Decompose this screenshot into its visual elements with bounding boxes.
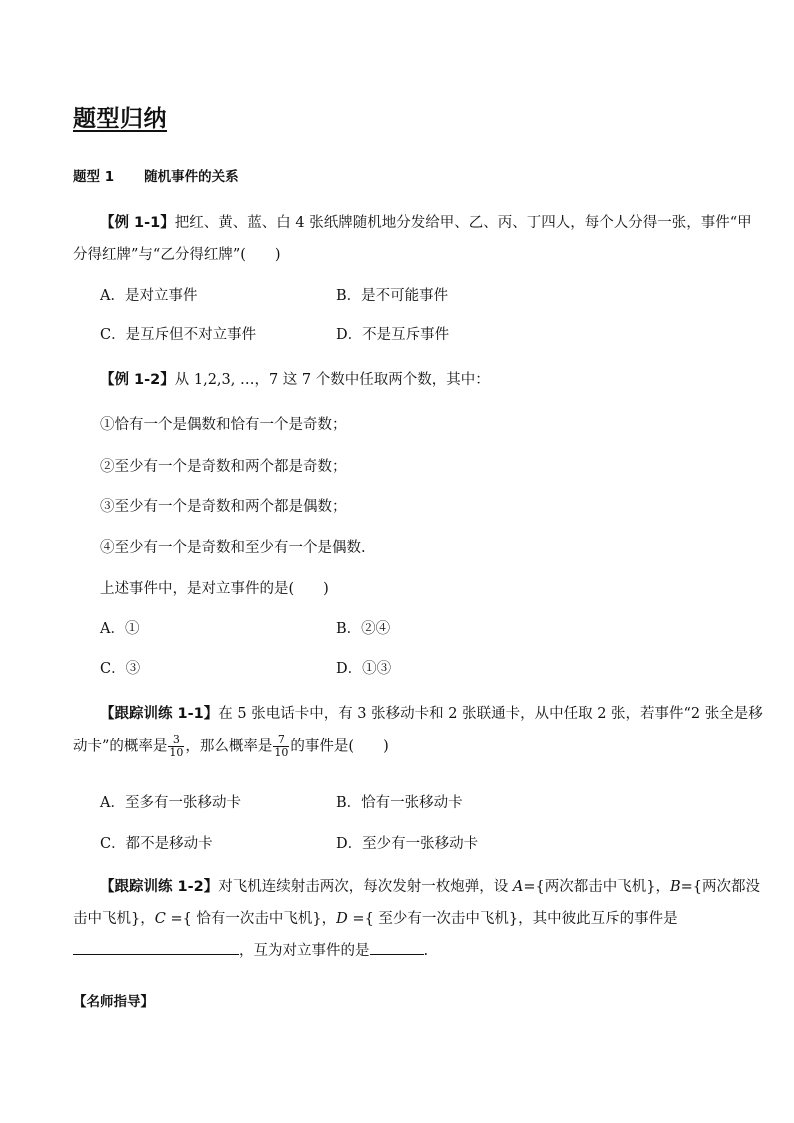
tr1-1-line1 <box>100 702 763 723</box>
ex1-2-question: 上述事件中，是对立事件的是( ) <box>100 581 329 597</box>
tr1-2-text-e: ={ 恰有一次击中飞机}， <box>165 911 337 927</box>
tr1-1-label: 【跟踪训练 1-1】 <box>100 706 219 722</box>
tr1-1-option-d: D．至少有一张移动卡 <box>336 836 479 852</box>
ex1-1-line1 <box>100 211 752 232</box>
ex1-2-item-4: ④至少有一个是奇数和至少有一个是偶数. <box>100 540 366 556</box>
ex1-1-label: 【例 1-1】 <box>100 215 175 231</box>
ex1-2-option-c: C．③ <box>100 661 141 677</box>
ex1-2-label: 【例 1-2】 <box>100 372 175 388</box>
tr1-2-text-f: ={ 至少有一次击中飞机}，其中彼此互斥的事件是 <box>347 911 678 927</box>
fraction-3-10 <box>168 734 184 759</box>
tr1-2-line2 <box>73 907 678 928</box>
tr1-2-text-g: ，互为对立事件的是 <box>239 943 370 959</box>
ex1-1-line2: 分得红牌”与“乙分得红牌”( ) <box>73 247 281 263</box>
ex1-2-item-3: ③至少有一个是奇数和两个都是偶数； <box>100 499 347 515</box>
guide-label: 【名师指导】 <box>73 994 154 1010</box>
ex1-2-text: 从 1,2,3, …，7 这 7 个数中任取两个数，其中： <box>174 372 490 388</box>
ex1-1-option-c: C．是互斥但不对立事件 <box>100 327 257 343</box>
var-a: A <box>512 879 524 895</box>
tr1-1-text-c: 的事件是( ) <box>290 738 389 755</box>
ex1-2-option-d: D．①③ <box>336 661 392 677</box>
tr1-2-text-c: ={两次都没 <box>680 879 760 895</box>
tr1-1-option-c: C．都不是移动卡 <box>100 836 213 852</box>
ex1-1-text: 把红、黄、蓝、白 4 张纸牌随机地分发给甲、乙、丙、丁四人，每个人分得一张，事件“甲 <box>174 215 752 231</box>
tr1-2-text-b: ={两次都击中飞机}， <box>523 879 670 895</box>
tr1-2-text-d: 击中飞机}， <box>73 911 155 927</box>
ex1-2-option-a: A．① <box>100 621 140 637</box>
ex1-2-intro <box>100 368 490 389</box>
ex1-2-item-1: ①恰有一个是偶数和恰有一个是奇数； <box>100 417 347 433</box>
frac2-den: 10 <box>274 746 289 759</box>
tr1-1-text-a: 动卡”的概率是 <box>73 738 168 755</box>
tr1-2-text-end: . <box>423 943 429 959</box>
page-title: 题型归纳 <box>73 106 167 132</box>
ex1-2-item-2: ②至少有一个是奇数和两个都是奇数； <box>100 459 347 475</box>
frac2-num: 7 <box>273 734 289 747</box>
tr1-1-option-a: A．至多有一张移动卡 <box>100 795 241 811</box>
fraction-7-10 <box>273 734 289 759</box>
ex1-1-option-a: A．是对立事件 <box>100 288 198 304</box>
tr1-1-option-b: B．恰有一张移动卡 <box>336 795 463 811</box>
answer-blank-2[interactable] <box>370 940 424 955</box>
var-c: C <box>154 911 166 927</box>
ex1-1-option-d: D．不是互斥事件 <box>336 327 450 343</box>
section-name: 随机事件的关系 <box>144 169 239 185</box>
var-b: B <box>669 879 681 895</box>
frac1-num: 3 <box>168 734 184 747</box>
var-d: D <box>336 911 348 927</box>
section-number: 题型 1 <box>73 169 115 185</box>
tr1-1-line2 <box>73 734 389 759</box>
tr1-1-text: 在 5 张电话卡中，有 3 张移动卡和 2 张联通卡，从中任取 2 张，若事件“2 张全是移 <box>218 706 763 722</box>
ex1-1-option-b: B．是不可能事件 <box>336 288 449 304</box>
tr1-2-label: 【跟踪训练 1-2】 <box>100 879 219 895</box>
tr1-2-text-a: 对飞机连续射击两次，每次发射一枚炮弹，设 <box>218 879 513 895</box>
tr1-2-line1 <box>100 875 760 896</box>
frac1-den: 10 <box>169 746 184 759</box>
section-heading <box>73 165 239 185</box>
answer-blank-1[interactable] <box>73 940 239 955</box>
tr1-2-line3 <box>73 939 428 960</box>
tr1-1-text-b: ，那么概率是 <box>185 738 273 755</box>
ex1-2-option-b: B．②④ <box>336 621 391 637</box>
